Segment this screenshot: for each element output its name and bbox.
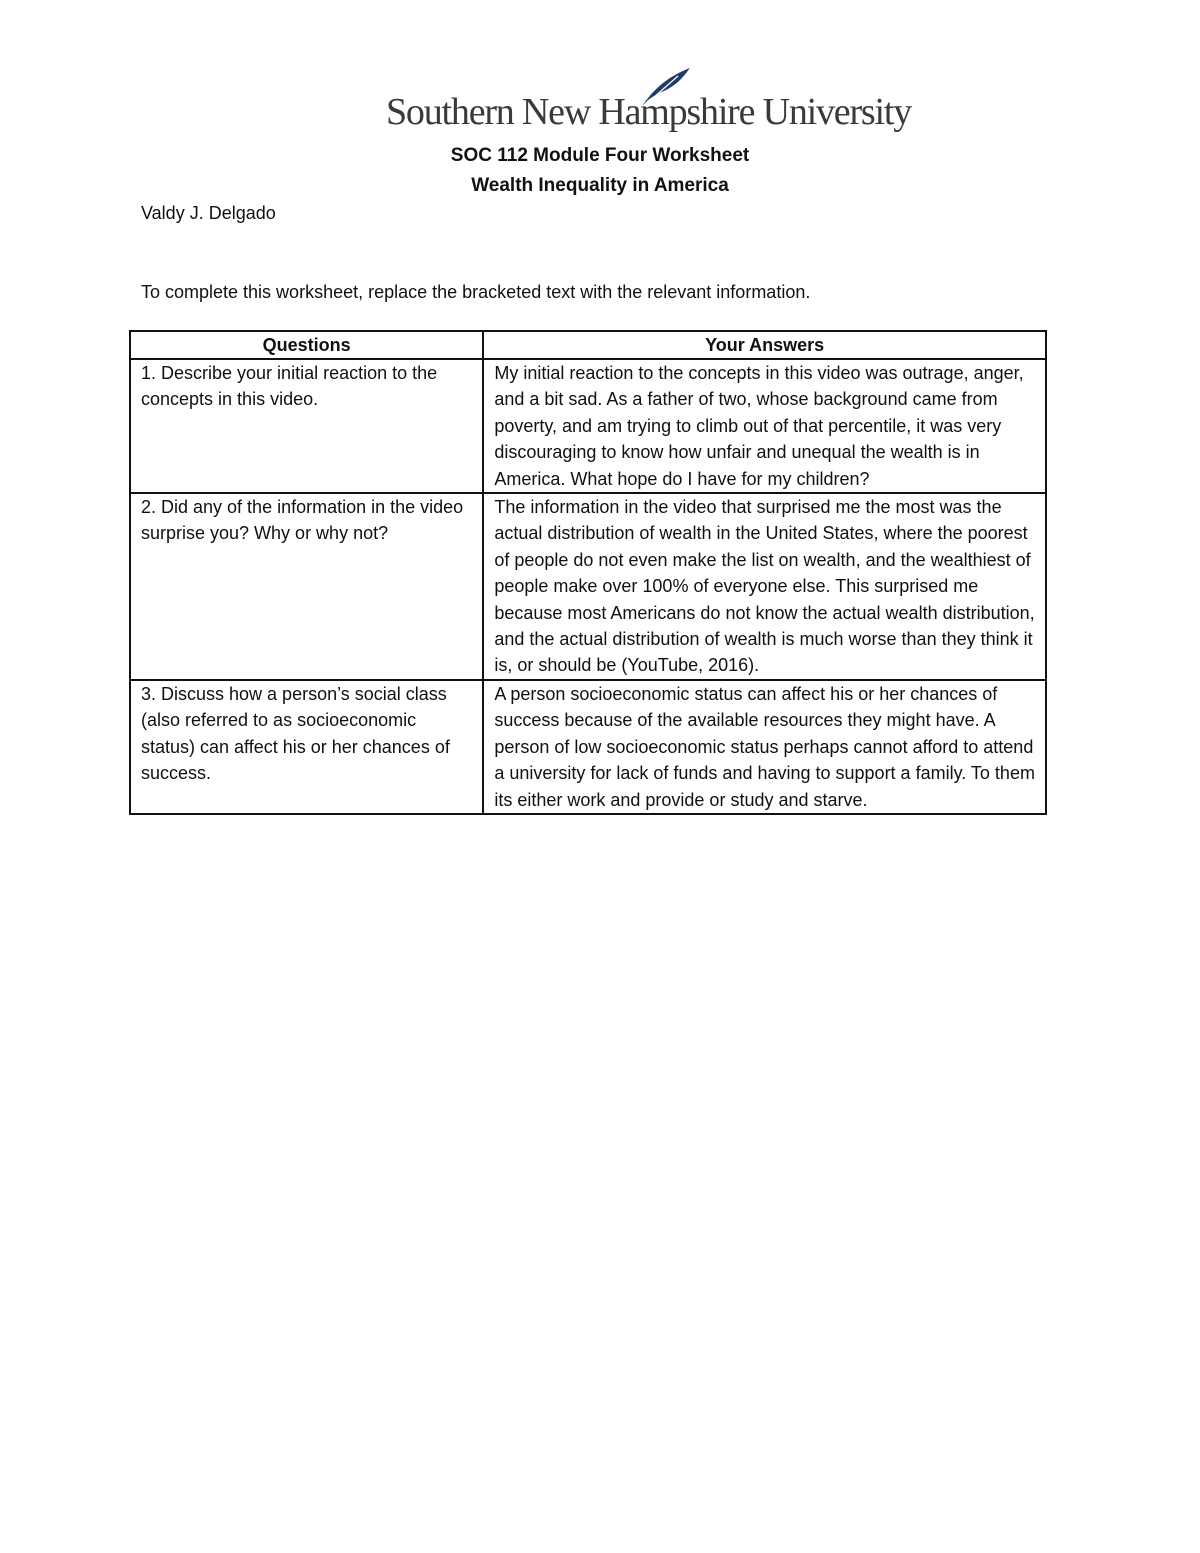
question-cell: 2. Did any of the information in the video surprise you? Why or why not?: [130, 493, 483, 680]
university-logo-text: Southern New Hampshire University: [386, 91, 912, 133]
question-cell: 3. Discuss how a person’s social class (also referred to as socioeconomic status) can affect his or her chances of success.: [130, 680, 483, 814]
table-header-row: [130, 331, 1046, 359]
question-cell: 1. Describe your initial reaction to the concepts in this video.: [130, 359, 483, 493]
answer-cell: My initial reaction to the concepts in this video was outrage, anger, and a bit sad. As a father of two, whose background came from poverty, and am trying to climb out of that percentile, it was very discouraging to know how unfair and unequal the wealth is in America. What hope do I have for my children?: [483, 359, 1046, 493]
answer-cell: The information in the video that surprised me the most was the actual distribution of wealth in the United States, where the poorest of people do not even make the list on wealth, and the wealthiest of people make over 100% of everyone else. This surprised me because most Americans do not know the actual wealth distribution, and the actual distribution of wealth is much worse than they think it is, or should be (YouTube, 2016).: [483, 493, 1046, 680]
instructions-text: To complete this worksheet, replace the bracketed text with the relevant information.: [141, 282, 811, 302]
university-logo: [386, 70, 912, 136]
worksheet-title: SOC 112 Module Four Worksheet: [450, 145, 750, 166]
worksheet-subtitle: Wealth Inequality in America: [471, 175, 729, 196]
table-row: [130, 359, 1046, 493]
questions-header: Questions: [130, 331, 483, 359]
answer-cell: A person socioeconomic status can affect his or her chances of success because of the available resources they might have. A person of low socioeconomic status perhaps cannot afford to attend a university for lack of funds and having to support a family. To them its either work and provide or study and starve.: [483, 680, 1046, 814]
answers-header: Your Answers: [483, 331, 1046, 359]
qa-table: [129, 330, 1047, 815]
table-row: [130, 680, 1046, 814]
table-row: [130, 493, 1046, 680]
student-name: Valdy J. Delgado: [141, 203, 276, 223]
